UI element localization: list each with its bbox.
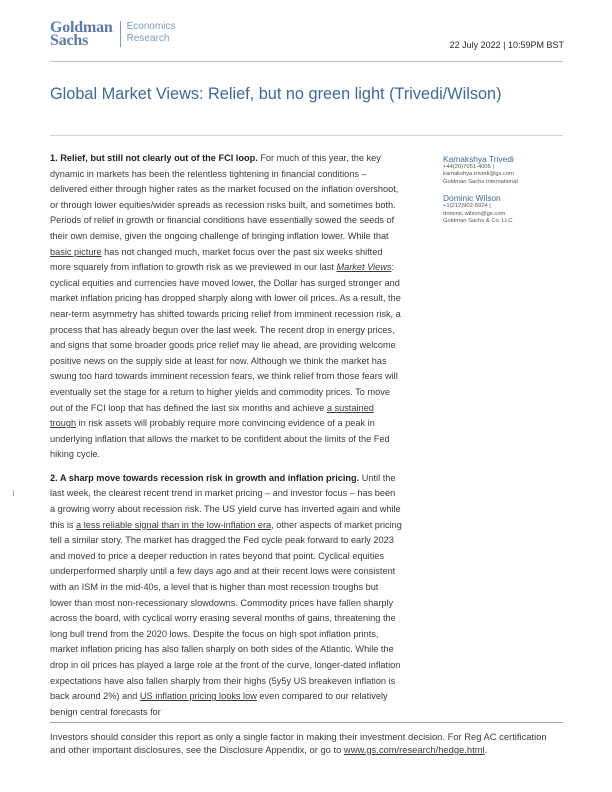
- link-sustained-trough[interactable]: a sustained trough: [50, 402, 374, 429]
- report-title: Global Market Views: Relief, but no green light (Trivedi/Wilson): [50, 85, 502, 103]
- author-email[interactable]: dominic.wilson@gs.com: [443, 210, 506, 217]
- brand-line-2: Sachs: [50, 32, 89, 49]
- author-sidebar: [443, 154, 563, 232]
- link-market-views-label: Market Views: [336, 262, 392, 273]
- link-less-reliable-signal[interactable]: a less reliable signal than in the low-inflation era: [76, 519, 272, 530]
- division-line-2: Research: [126, 33, 170, 44]
- section-2-text-c: even compared to our relatively benign central forecasts for: [50, 691, 388, 717]
- author-company: Goldman Sachs & Co. LLC: [443, 218, 513, 225]
- section-2-text-b: , other aspects of market pricing tell a similar story. The market has dragged the Fed cycle peak forward to early 2023 and moved to price a deeper reduction in rates beyond that point. Cyclical equities underperformed sharply until a few days ago and at their recent lows were consistent with an ISM in the mid-40s, a level that is higher than most recession troughs but lower than most non-recessionary slowdowns. Commodity prices have fallen sharply across the board, with cyclical worry erasing several months of gains, threatening the long bull trend from the 2020 lows. Despite the focus on high spot inflation prints, market inflation pricing has also fallen sharply on both sides of the Atlantic. While the drop in oil prices has played a large role at the front of the curve, longer-dated inflation expectations have also fallen sharply from their highs (5y5y US breakeven inflation is back around 2%) and: [50, 519, 402, 702]
- division-name: [127, 21, 176, 45]
- section-2-text-a: Until the last week, the clearest recent trend in market pricing – and investor focus – has been a growing worry about recession risk. The US yield curve has inverted again and while this is: [50, 472, 401, 530]
- section-2: [50, 471, 402, 721]
- author-card: [443, 154, 563, 186]
- margin-mark: [13, 490, 14, 496]
- disclosure-link[interactable]: www.gs.com/research/hedge.html: [343, 743, 485, 755]
- division-line-1: Economics: [126, 21, 176, 32]
- disclosure-text: Investors should consider this report as only a single factor in making their investment decision. For Reg AC certification and other important disclosures, see the Disclosure Appendix, or go to: [50, 731, 547, 755]
- disclosure-end: .: [484, 743, 488, 755]
- link-market-views[interactable]: [336, 262, 391, 272]
- section-1-text-d: in risk assets will probably require more convincing evidence of a peak in underlying inflation that allows the market to be confident about the limits of the Fed hiking cycle.: [50, 418, 390, 460]
- goldman-sachs-logo: [50, 21, 176, 47]
- link-basic-picture[interactable]: basic picture: [50, 246, 102, 257]
- section-1-text-b: has not changed much, market focus over the past six weeks shifted more squarely from inflation to growth risk as we previewed in our last: [50, 246, 383, 273]
- section-1-text-a: For much of this year, the key dynamic in markets has been the relentless tightening in financial conditions – delivered either through higher rates as the market focused on the inflation overshoot, or through lower equities/wider spreads as recession risks built, and sometimes both. Periods of relief in growth or financial conditions have essentially sowed the seeds of their own demise, given the ongoing challenge of bringing inflation lower. While that: [50, 153, 399, 241]
- author-phone: +1(212)902-5924 |: [443, 203, 491, 210]
- author-name: Dominic Wilson: [443, 193, 501, 204]
- footer-rule: [50, 722, 563, 723]
- author-email[interactable]: kamakshya.trivedi@gs.com: [443, 171, 514, 178]
- author-company: Goldman Sachs International: [443, 178, 518, 185]
- section-2-heading: 2. A sharp move towards recession risk in growth and inflation pricing.: [50, 472, 360, 483]
- author-phone: +44(20)7051-4005 |: [443, 164, 494, 170]
- disclosure-footer: [50, 731, 562, 757]
- section-1-text-c: : cyclical equities and currencies have moved lower, the Dollar has surged stronger and market inflation pricing has dropped sharply along with lower oil prices. As a result, the near-term asymmetry has shifted towards pricing relief from imminent recession risk, a process that has already begun over the last week. The recent drop in energy prices, and signs that some broader goods price relief may lie ahead, are providing welcome positive news on the supply side at least for now. Although we think the market has swung too hard towards imminent recession fears, we think relief from those fears will eventually set the stage for a return to higher yields and commodity prices. To move out of the FCI loop that has defined the last six months and achieve: [50, 262, 401, 413]
- report-body: [50, 151, 402, 728]
- section-1-heading: 1. Relief, but still not clearly out of the FCI loop.: [50, 153, 258, 163]
- author-card: [443, 193, 563, 225]
- link-us-inflation-pricing[interactable]: US inflation pricing looks low: [139, 691, 257, 702]
- brand-line-1: Goldman: [50, 19, 113, 36]
- author-name: Kamakshya Trivedi: [443, 154, 514, 164]
- brand-name: [50, 21, 113, 47]
- header-rule: [50, 61, 563, 62]
- report-date: 22 July 2022 | 10:59PM BST: [449, 40, 564, 50]
- logo-divider: [120, 21, 121, 47]
- title-rule: [50, 135, 563, 136]
- section-1: [50, 151, 402, 463]
